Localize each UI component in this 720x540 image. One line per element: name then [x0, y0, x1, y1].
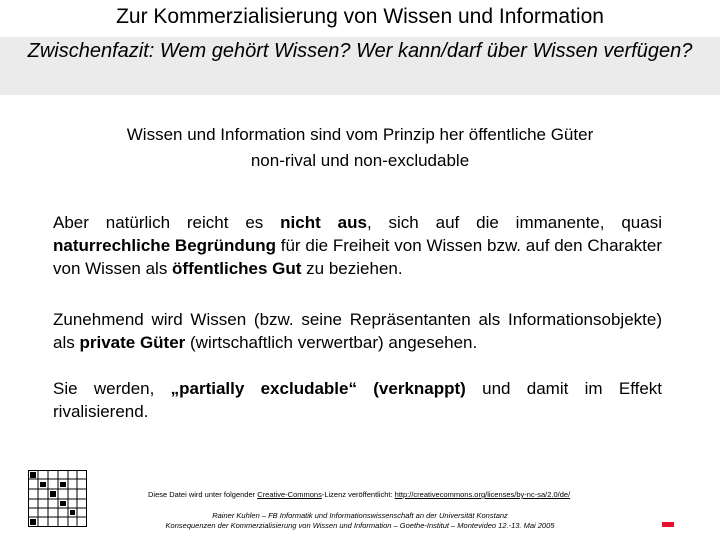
footer [100, 511, 620, 531]
p1-text-2: , sich auf die immanente, quasi [366, 213, 662, 232]
p3-bold-1: „partially excludable“ (verknappt) [170, 379, 466, 398]
paragraph-1 [53, 211, 662, 280]
p1-text-1: Aber natürlich reicht es [53, 213, 281, 232]
p1-text-4: zu beziehen. [301, 259, 403, 278]
footer-event: Konsequenzen der Kommerzialisierung von Wissen und Information – Goethe-Institut – Montevideo 12.-13. Mai 2005 [165, 521, 555, 530]
intro-line-1: Wissen und Information sind vom Prinzip her öffentliche Güter [126, 125, 594, 144]
paragraph-2 [53, 308, 662, 354]
footer-author: Rainer Kuhlen – FB Informatik und Informationswissenschaft an der Universität Konstanz [212, 511, 508, 520]
p3-text-1: Sie werden, [53, 379, 171, 398]
p1-bold-2: naturrechliche Begründung [53, 236, 276, 255]
page-title: Zur Kommerzialisierung von Wissen und Information [116, 5, 604, 28]
p1-text-3: für die Freiheit von Wissen bzw. auf den Charakter von Wissen als [53, 236, 662, 278]
page-subtitle: Zwischenfazit: Wem gehört Wissen? Wer kann/darf über Wissen verfügen? [27, 40, 693, 62]
creative-commons-link[interactable]: Creative-Commons [257, 490, 322, 499]
p1-bold-3: öffentliches Gut [172, 259, 302, 278]
p1-bold-1: nicht aus [280, 213, 367, 232]
license-url-link[interactable]: http://creativecommons.org/licenses/by-nc-sa/2.0/de/ [394, 490, 571, 499]
p2-bold-1: private Güter [79, 333, 186, 352]
p3-text-2: und damit im Effekt rivalisierend. [53, 379, 663, 421]
license-middle: -Lizenz veröffentlicht: [321, 490, 395, 499]
paragraph-3 [53, 377, 662, 423]
red-accent-mark [662, 522, 674, 527]
intro-text [40, 122, 680, 174]
p2-text-1: Zunehmend wird Wissen (bzw. seine Repräsentanten als Informationsobjekte) als [53, 310, 662, 352]
license-prefix: Diese Datei wird unter folgender [148, 490, 258, 499]
intro-line-2: non-rival und non-excludable [250, 151, 470, 170]
university-grid-logo-icon [28, 470, 88, 528]
p2-text-2: (wirtschaftlich verwertbar) angesehen. [185, 333, 478, 352]
license-notice [148, 490, 570, 499]
